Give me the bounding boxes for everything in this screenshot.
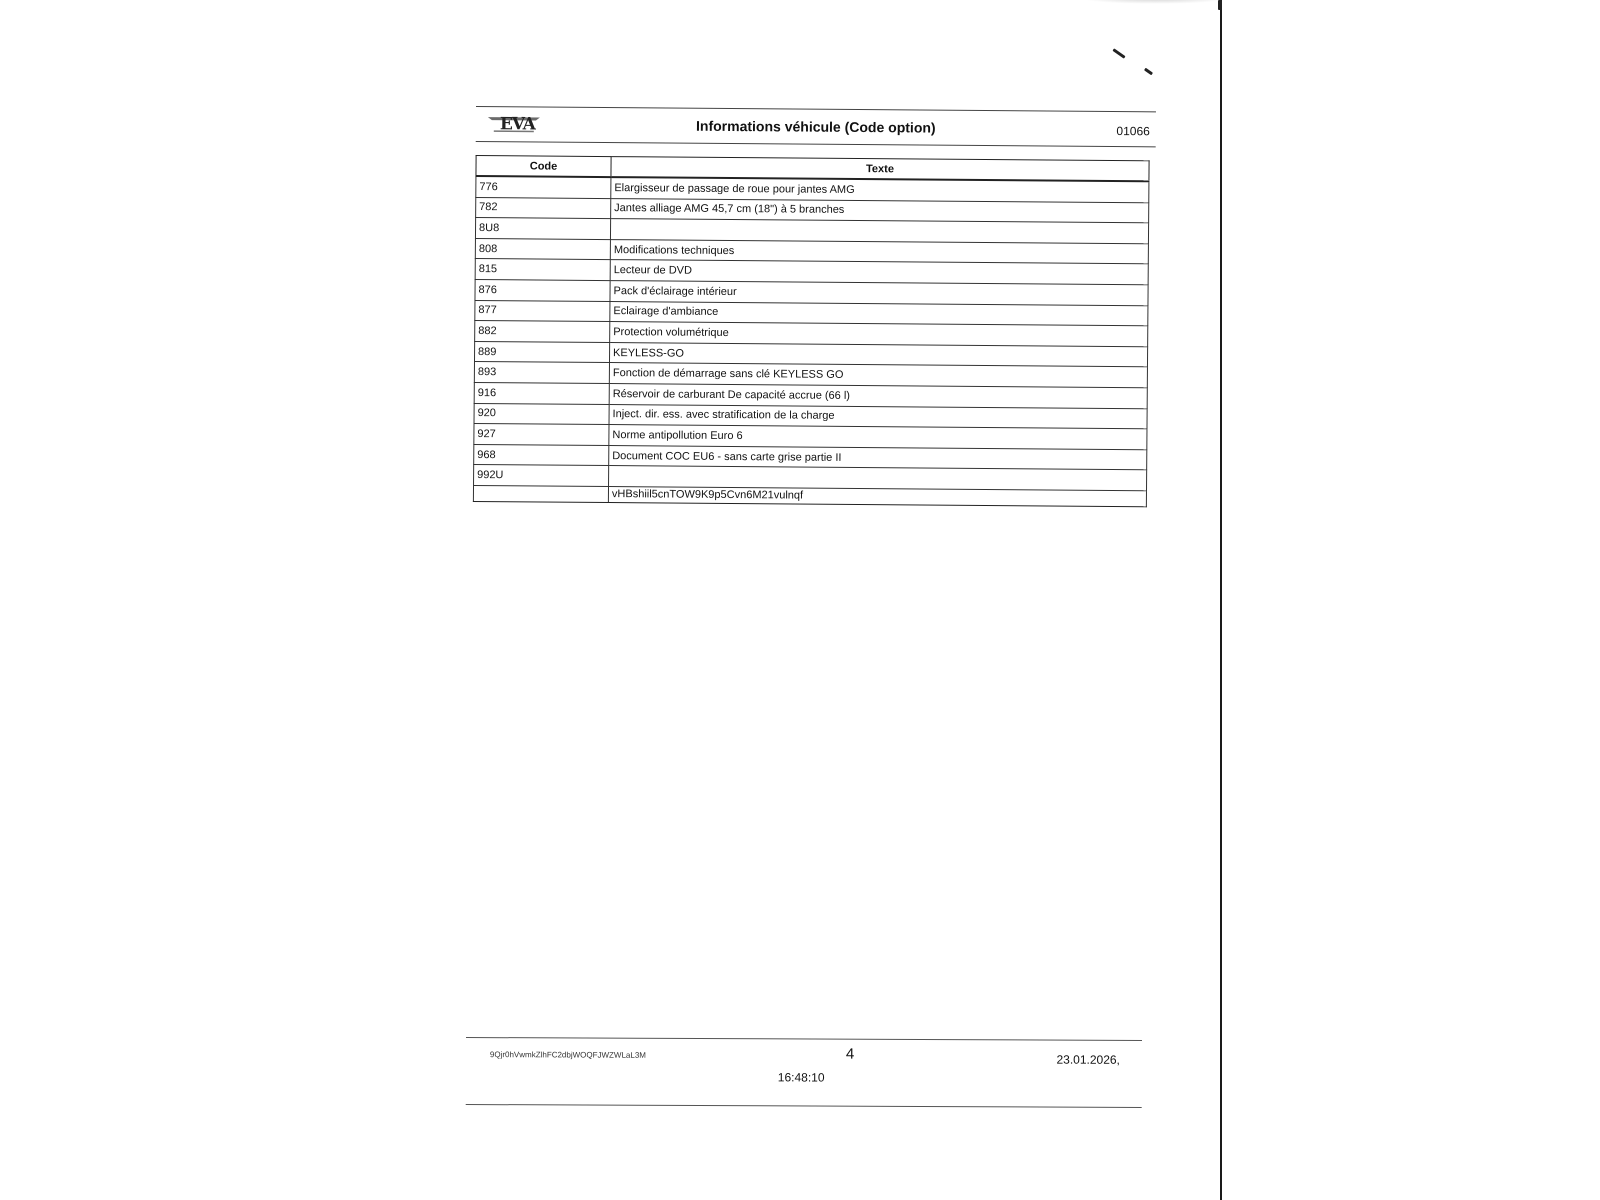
option-text: Pack d'éclairage intérieur: [610, 281, 1148, 306]
option-code: 968: [474, 444, 609, 466]
scan-edge: [1220, 0, 1222, 1200]
footer-document-id: 9Qjr0hVwmkZlhFC2dbjWOQFJWZWLaL3M: [489, 1050, 646, 1060]
option-code: [473, 485, 608, 502]
document-page: [473, 106, 1156, 507]
scan-mark: [1112, 48, 1125, 58]
option-code: 992U: [474, 465, 609, 487]
option-code: 782: [476, 197, 611, 219]
print-date: 23.01.2026,: [1056, 1052, 1120, 1067]
option-text: Lecteur de DVD: [610, 260, 1148, 285]
option-text: Eclairage d'ambiance: [610, 301, 1148, 326]
option-code: 893: [474, 362, 609, 384]
option-code: 876: [475, 279, 610, 301]
option-code: 8U8: [475, 218, 610, 240]
print-time: 16:48:10: [777, 1070, 825, 1085]
column-header-text: Texte: [611, 157, 1149, 182]
document-header: [476, 106, 1156, 147]
page-number: 4: [845, 1045, 855, 1063]
option-code: 889: [474, 341, 609, 363]
option-code-table: [473, 155, 1150, 507]
option-text: Modifications techniques: [610, 239, 1148, 264]
option-code: 882: [475, 321, 610, 343]
option-code: 920: [474, 403, 609, 425]
logo-text: EVA: [499, 114, 535, 135]
option-text: Inject. dir. ess. avec stratification de la charge: [609, 404, 1147, 429]
option-text: KEYLESS-GO: [609, 342, 1147, 367]
column-header-code: Code: [476, 156, 611, 178]
document-footer: [466, 1037, 1142, 1108]
option-text: Réservoir de carburant De capacité accrue (66 l): [609, 383, 1147, 408]
option-text: Elargisseur de passage de roue pour jantes AMG: [611, 177, 1149, 202]
scan-shadow: [1080, 0, 1230, 4]
option-text: Document COC EU6 - sans carte grise partie II: [609, 445, 1147, 470]
option-code: 776: [476, 176, 611, 198]
document-title: Informations véhicule (Code option): [696, 117, 936, 136]
option-text: vHBshiil5cnTOW9K9p5Cvn6M21vulnqf: [608, 486, 1146, 506]
option-text: Norme antipollution Euro 6: [609, 425, 1147, 450]
scan-mark: [1218, 0, 1222, 10]
document-number: 01066: [1116, 124, 1150, 139]
scan-mark: [1144, 68, 1153, 76]
option-code: 815: [475, 259, 610, 281]
option-code: 877: [475, 300, 610, 322]
option-code: 808: [475, 238, 610, 260]
option-code: 927: [474, 424, 609, 446]
option-text: Jantes alliage AMG 45,7 cm (18") à 5 branches: [611, 198, 1149, 223]
option-text: Protection volumétrique: [610, 322, 1148, 347]
option-text: Fonction de démarrage sans clé KEYLESS GO: [609, 363, 1147, 388]
option-code: 916: [474, 382, 609, 404]
